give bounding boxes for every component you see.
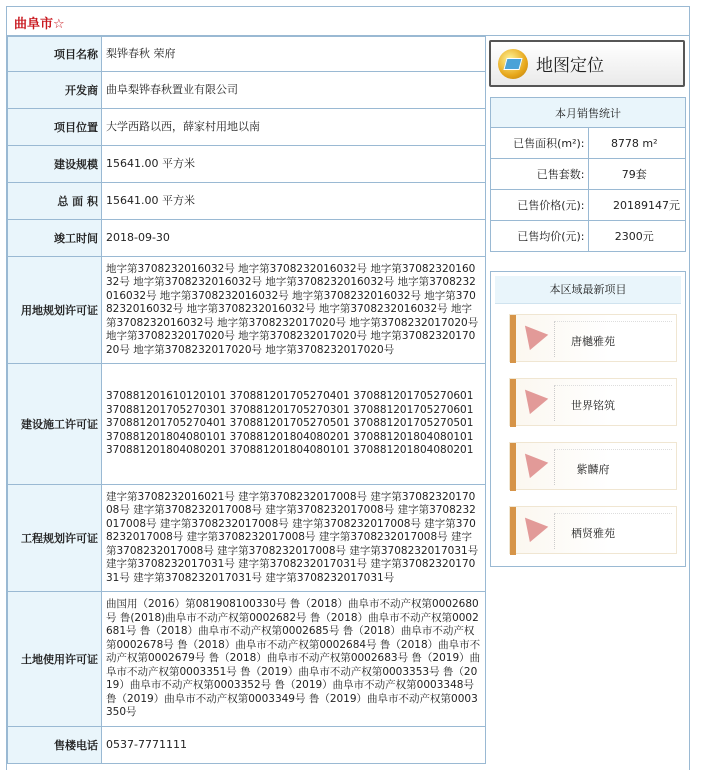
- stats-title: 本月销售统计: [491, 98, 686, 128]
- project-name: 紫麟府: [576, 463, 610, 476]
- table-row: [8, 592, 486, 727]
- project-name: 栖贤雅苑: [571, 527, 615, 540]
- row-label: 售楼电话: [8, 727, 102, 764]
- stat-value: 20189147元: [588, 190, 686, 221]
- row-value: 15641.00 平方米: [102, 183, 486, 220]
- row-label: 土地使用许可证: [8, 592, 102, 727]
- table-row: [491, 221, 686, 252]
- row-value: 建字第3708232016021号 建字第3708232017008号 建字第3708232017008号 建字第3708232017008号 建字第3708232017008号 建字第3708232017008号 建字第3708232017008号 建字第3708232017008号 建字第3708232017008号 建字第3708232017008号 建字第3708232017008号 建字第3708232017008号 建字第3708232017008号 建字第3708232017031号 建字第3708232017031号 建字第3708232017031号 建字第3708232017031号 建字第3708232017031号 建字第3708232017031号: [102, 485, 486, 592]
- table-row: [491, 159, 686, 190]
- project-name: 唐樾雅苑: [571, 335, 615, 348]
- table-row: [8, 257, 486, 364]
- table-row: [8, 364, 486, 485]
- page-title: 曲阜市☆: [14, 17, 65, 32]
- table-row: [8, 37, 486, 72]
- stat-value: 79套: [588, 159, 686, 190]
- table-row: [491, 190, 686, 221]
- row-label: 建设施工许可证: [8, 364, 102, 485]
- globe-map-icon: [498, 49, 528, 79]
- row-label: 建设规模: [8, 146, 102, 183]
- table-row: [8, 485, 486, 592]
- stat-key: 已售价格(元):: [491, 190, 589, 221]
- row-value: 曲国用（2016）第081908100330号 鲁（2018）曲阜市不动产权第0002680号 鲁(2018)曲阜市不动产权第0002682号 鲁（2018）曲阜市不动产权第0002681号 鲁（2018）曲阜市不动产权第0002685号 鲁（2018）曲阜市不动产权第0002678号 鲁（2018）曲阜市不动产权第0002684号 鲁（2018）曲阜市不动产权第0002679号 鲁（2018）曲阜市不动产权第0002683号 鲁（2019）曲阜市不动产权第0003351号 鲁（2019）曲阜市不动产权第0003353号 鲁（2019）曲阜市不动产权第0003352号 鲁（2019）曲阜市不动产权第0003348号 鲁（2019）曲阜市不动产权第0003349号 鲁（2019）曲阜市不动产权第0003350号: [102, 592, 486, 727]
- project-info-table: [7, 36, 486, 764]
- row-label: 工程规划许可证: [8, 485, 102, 592]
- row-label: 竣工时间: [8, 220, 102, 257]
- row-value: 370881201610120101 370881201705270401 370881201705270601 370881201705270301 370881201705270301 370881201705270601 370881201705270401 370881201705270501 370881201705270501 370881201804080101 370881201804080201 370881201804080101 370881201804080201 370881201804080101 370881201804080201: [102, 364, 486, 485]
- table-row: [8, 146, 486, 183]
- stat-key: 已售套数:: [491, 159, 589, 190]
- table-row: [491, 128, 686, 159]
- row-label: 开发商: [8, 72, 102, 109]
- row-value: 2018-09-30: [102, 220, 486, 257]
- stat-key: 已售均价(元):: [491, 221, 589, 252]
- map-locate-label: 地图定位: [536, 56, 604, 76]
- project-link-0[interactable]: [509, 314, 677, 362]
- project-name: 世界铭筑: [571, 399, 615, 412]
- table-row: [8, 183, 486, 220]
- table-row: [8, 727, 486, 764]
- title-bar: [7, 7, 689, 36]
- project-link-3[interactable]: [509, 506, 677, 554]
- row-label: 用地规划许可证: [8, 257, 102, 364]
- table-row: [8, 220, 486, 257]
- map-locate-button[interactable]: [489, 40, 685, 87]
- stat-value: 2300元: [588, 221, 686, 252]
- row-label: 项目名称: [8, 37, 102, 72]
- project-link-2[interactable]: [509, 442, 677, 490]
- project-detail-panel: [6, 6, 690, 770]
- row-value: 0537-7771111: [102, 727, 486, 764]
- monthly-sales-stats: [490, 97, 686, 252]
- new-projects-box: [490, 271, 686, 567]
- row-value: 大学西路以西，薛家村用地以南: [102, 109, 486, 146]
- project-link-1[interactable]: [509, 378, 677, 426]
- table-row: [8, 72, 486, 109]
- row-label: 总 面 积: [8, 183, 102, 220]
- row-value: 梨铧春秋 荣府: [102, 37, 486, 72]
- row-value: 地字第3708232016032号 地字第3708232016032号 地字第3708232016032号 地字第3708232016032号 地字第3708232016032号 地字第3708232016032号 地字第3708232016032号 地字第3708232016032号 地字第3708232016032号 地字第3708232016032号 地字第3708232016032号 地字第3708232016032号 地字第3708232017020号 地字第3708232017020号 地字第3708232017020号 地字第3708232017020号 地字第3708232017020号 地字第3708232017020号 地字第3708232017020号: [102, 257, 486, 364]
- stat-key: 已售面积(m²):: [491, 128, 589, 159]
- new-projects-title: 本区域最新项目: [495, 276, 681, 304]
- row-label: 项目位置: [8, 109, 102, 146]
- row-value: 15641.00 平方米: [102, 146, 486, 183]
- table-row: [8, 109, 486, 146]
- row-value: 曲阜梨铧春秋置业有限公司: [102, 72, 486, 109]
- stat-value: 8778 m²: [588, 128, 686, 159]
